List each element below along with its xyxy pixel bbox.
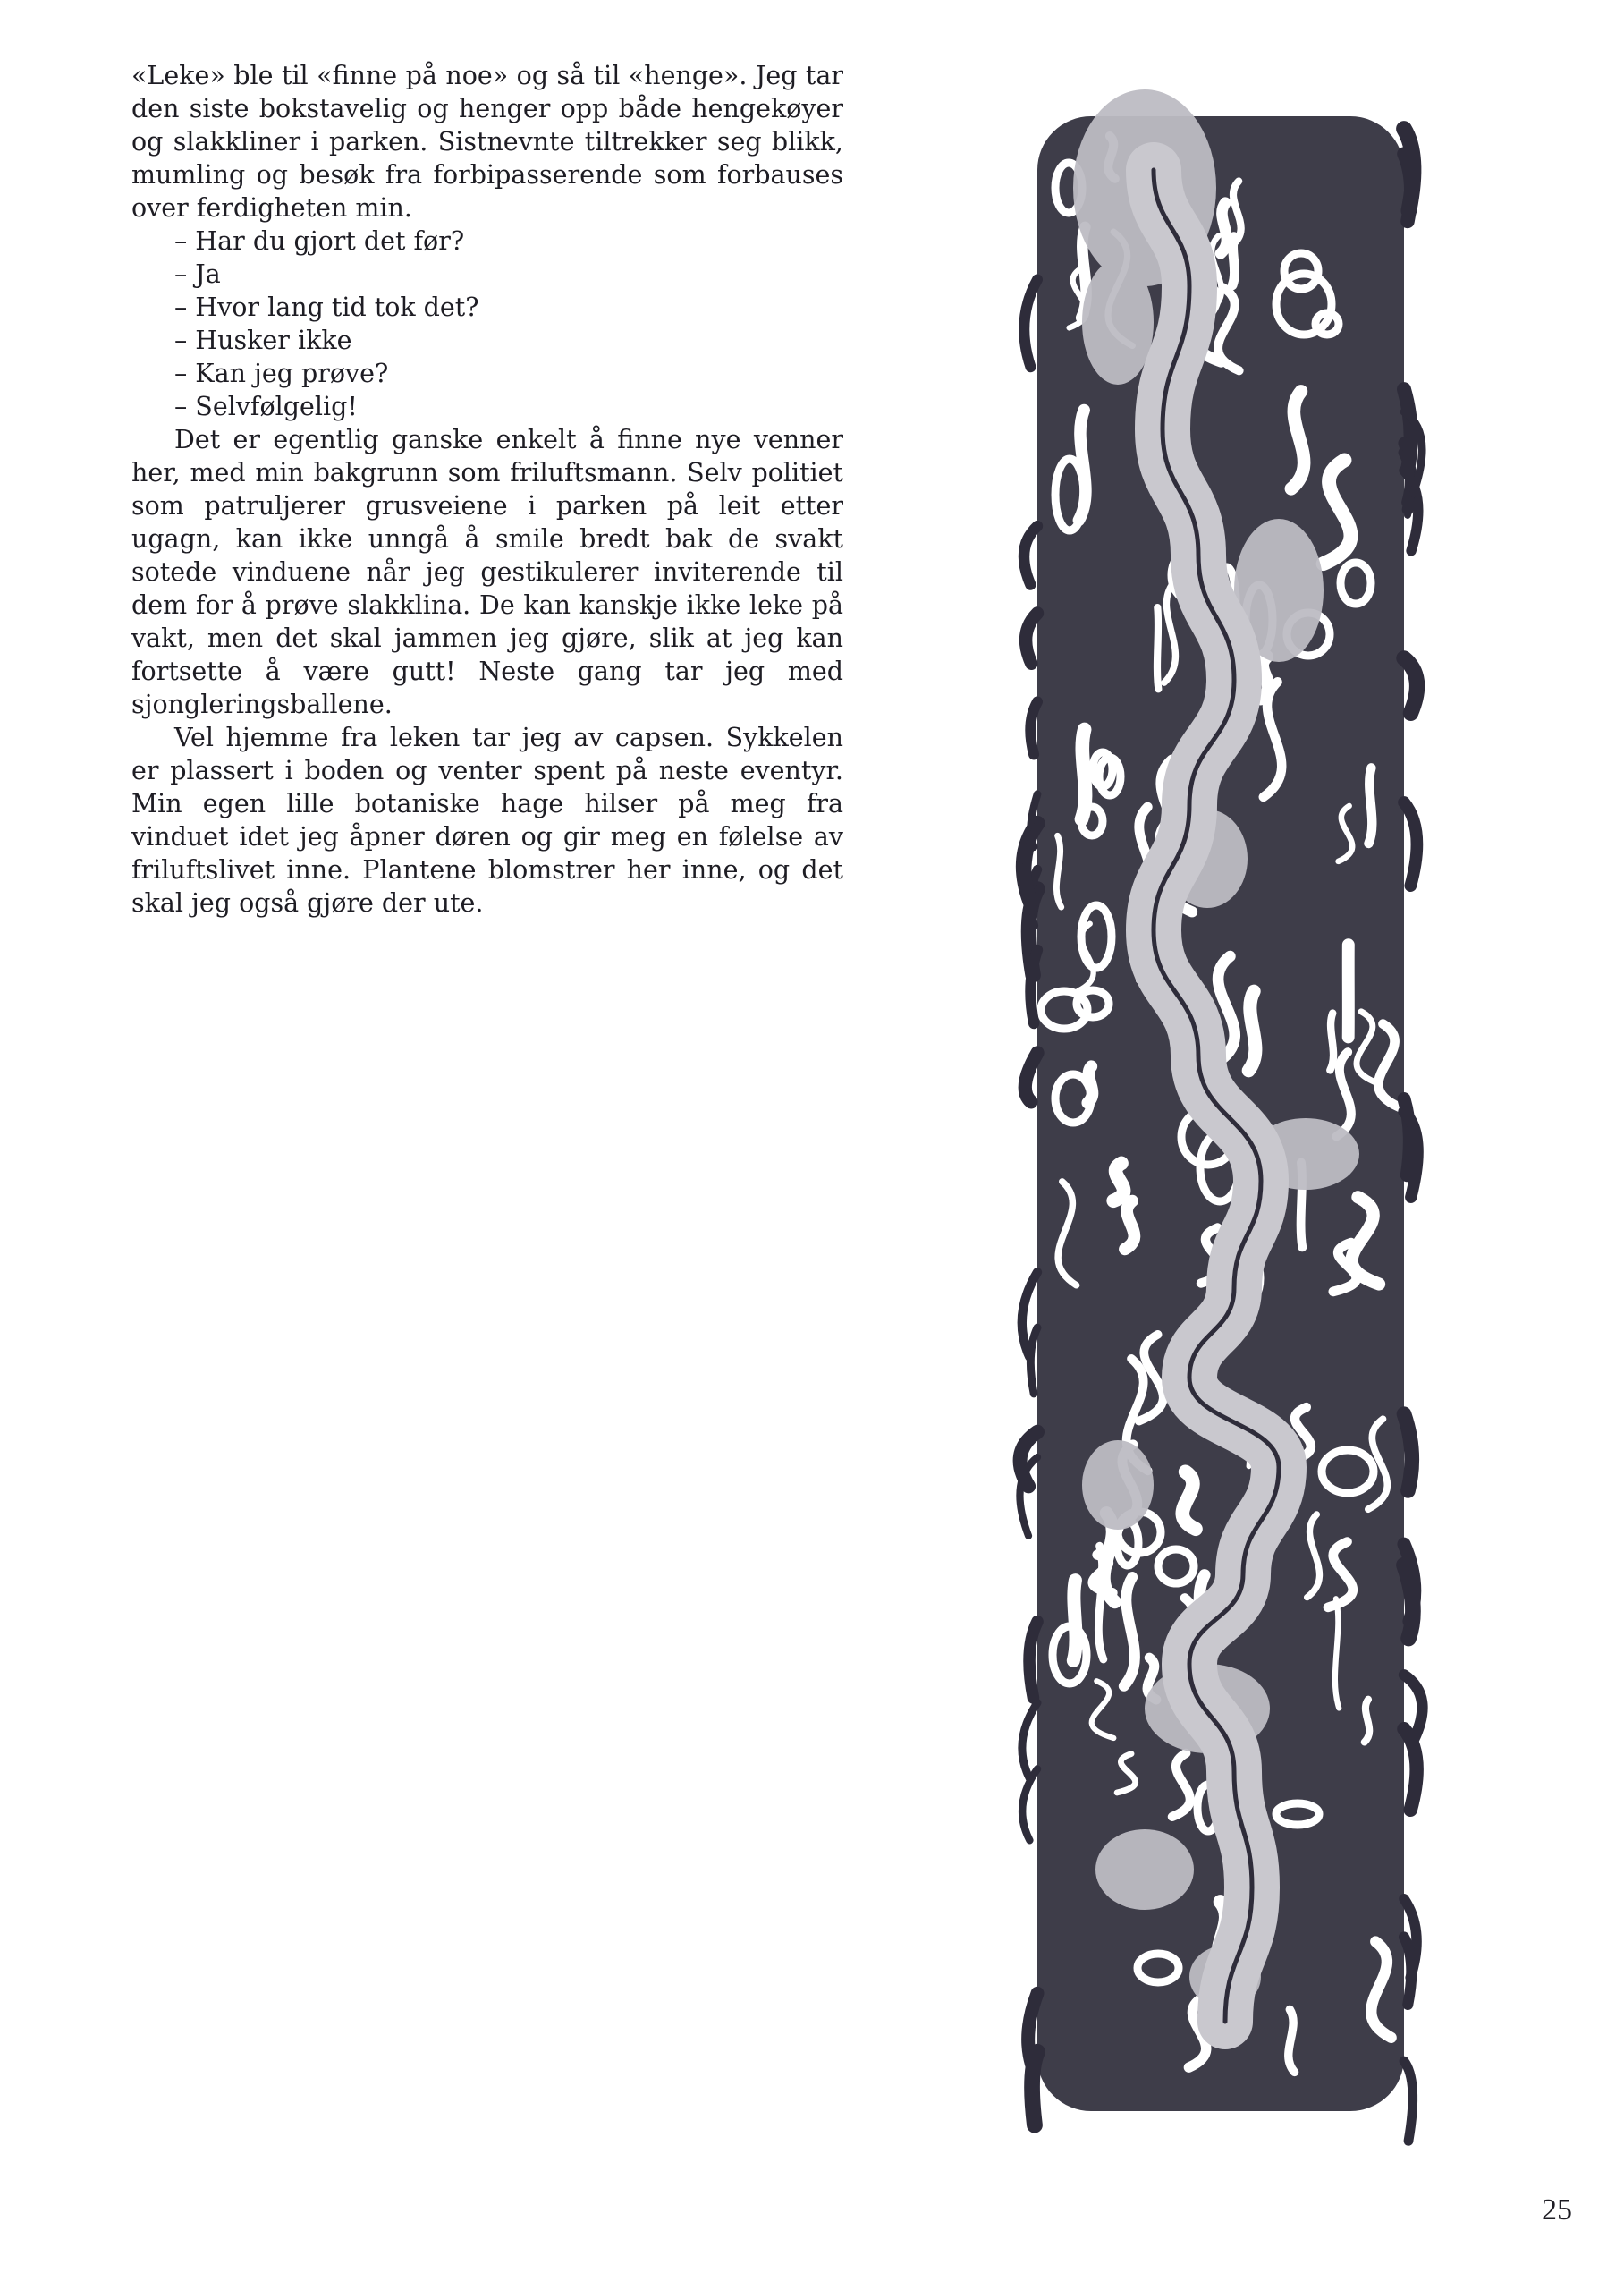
edge-tendril: [1404, 658, 1417, 713]
body-text: [131, 59, 843, 920]
ink-illustration: [1011, 54, 1431, 2156]
dialogue-line-4: – Husker ikke: [174, 326, 352, 355]
edge-tendril: [1404, 2061, 1413, 2141]
contour-stroke: [1157, 607, 1158, 689]
paragraph-3: Vel hjemme fra leken tar jeg av capsen. Sykkelen er plassert i boden og venter spent på neste eventyr. Min egen lille botaniske hage hilser på meg fra vinduet idet jeg åpner døren og gir meg en følelse av friluftslivet inne. Plantene blomstrer her inne, og det skal jeg også gjøre der ute.: [131, 723, 843, 918]
contour-stroke: [1125, 1201, 1135, 1250]
illustration-svg: [1011, 54, 1431, 2156]
contour-stroke: [1248, 991, 1256, 1071]
edge-tendril: [1032, 2052, 1037, 2125]
contour-stroke: [1330, 1014, 1333, 1071]
edge-tendril: [1026, 614, 1037, 664]
wash-blob: [1095, 1829, 1194, 1910]
contour-stroke: [1365, 1700, 1369, 1743]
contour-stroke: [1221, 203, 1227, 254]
contour-stroke: [1335, 1599, 1339, 1708]
dialogue-line-1: – Har du gjort det før?: [174, 226, 465, 256]
dialogue-line-5: – Kan jeg prøve?: [174, 359, 389, 388]
paragraph-2: Det er egentlig ganske enkelt å finne nye venner her, med min bakgrunn som friluftsmann. Selv politiet som patruljerer grusveiene i parken på leit etter ugagn, kan ikke unngå å smile bredt bak de svakt sotede vinduene når jeg gestikulerer inviterende til dem for å prøve slakklina. De kan kanskje ikke leke på vakt, men det skal jammen jeg gjøre, slik at jeg kan fortsette å være gutt! Neste gang tar jeg med sjongleringsballene.: [131, 425, 843, 719]
edge-tendril: [1030, 950, 1037, 1023]
edge-tendril: [1025, 1053, 1037, 1102]
contour-stroke: [1073, 1581, 1076, 1661]
dialogue-line-3: – Hvor lang tid tok det?: [174, 293, 479, 322]
contour-stroke: [1232, 237, 1234, 285]
edge-tendril: [1024, 526, 1037, 585]
edge-tendril: [1024, 280, 1037, 368]
contour-stroke: [1368, 768, 1372, 844]
contour-stroke: [1113, 1163, 1123, 1200]
edge-tendril: [1030, 702, 1037, 755]
wash-blob: [1082, 259, 1154, 385]
edge-tendril: [1029, 1622, 1037, 1698]
dialogue-line-6: – Selvfølgelig!: [174, 392, 358, 421]
edge-tendril: [1404, 1414, 1412, 1491]
page-number: 25: [1542, 2193, 1572, 2226]
contour-stroke: [1098, 1546, 1103, 1659]
edge-tendril: [1019, 1457, 1037, 1536]
edge-tendril: [1404, 1565, 1413, 1639]
edge-tendril: [1404, 1937, 1411, 2004]
paragraph-1: «Leke» ble til «finne på noe» og så til «henge». Jeg tar den siste bokstavelig og henger opp både hengekøyer og slakkliner i parken. Sistnevnte tiltrekker seg blikk, mumling og besøk fra forbipasserende som forbauses over ferdigheten min.: [131, 61, 843, 223]
dialogue-line-2: – Ja: [174, 259, 221, 289]
contour-stroke: [1261, 657, 1269, 699]
contour-stroke: [1289, 2009, 1295, 2072]
wash-blob: [1082, 1440, 1154, 1530]
edge-tendril: [1404, 802, 1417, 886]
